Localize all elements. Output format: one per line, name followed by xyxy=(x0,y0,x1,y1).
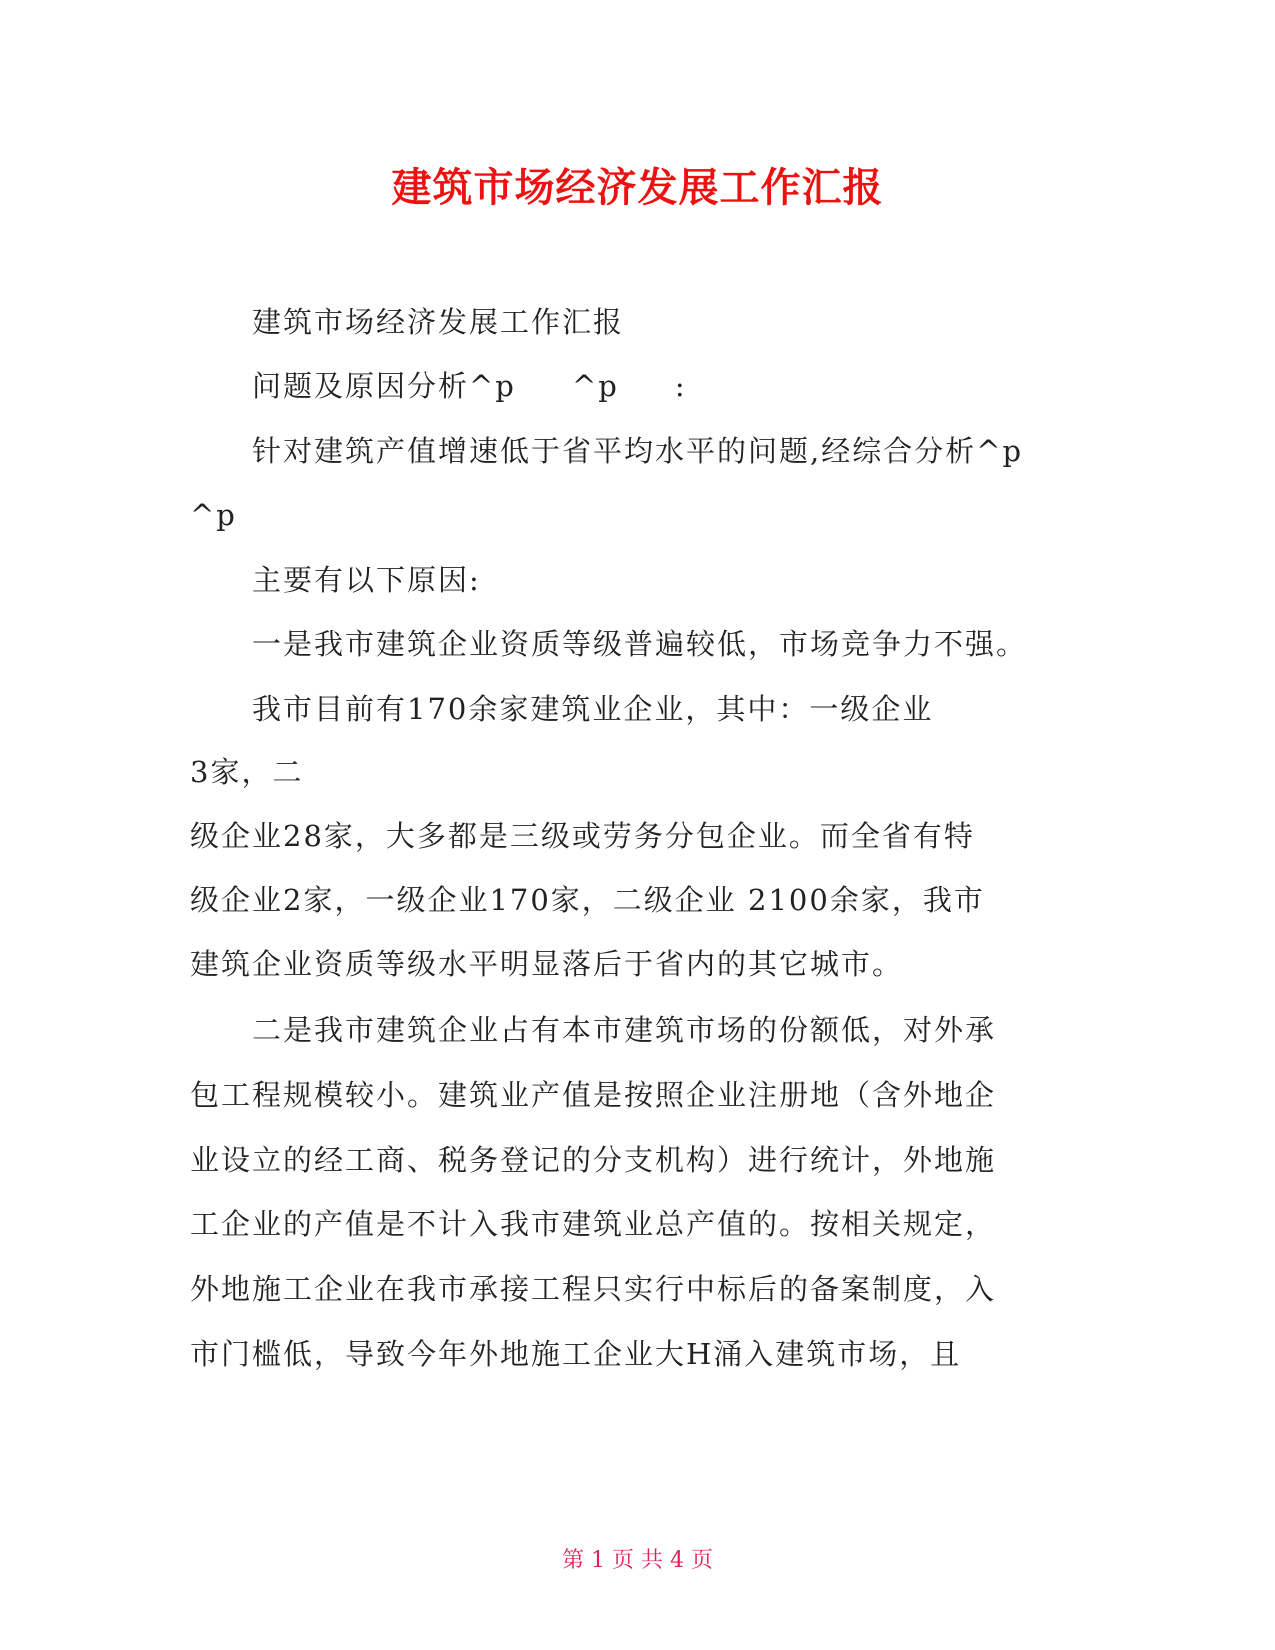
paragraph-line: 包工程规模较小。建筑业产值是按照企业注册地（含外地企 xyxy=(190,1078,997,1112)
page-footer: 第 1 页 共 4 页 xyxy=(562,1548,713,1573)
paragraph-line: 3家，二 xyxy=(190,755,304,789)
paragraph-line: 主要有以下原因: xyxy=(252,563,481,597)
paragraph-line: 建筑市场经济发展工作汇报 xyxy=(252,305,625,339)
paragraph-line: 二是我市建筑企业占有本市建筑市场的份额低，对外承 xyxy=(252,1013,997,1047)
paragraph-line: 我市目前有170余家建筑业企业，其中：一级企业 xyxy=(252,692,934,726)
paragraph-line: 业设立的经工商、税务登记的分支机构）进行统计，外地施 xyxy=(190,1143,997,1177)
paragraph-line: 级企业28家，大多都是三级或劳务分包企业。而全省有特 xyxy=(190,819,975,853)
paragraph-line: 工企业的产值是不计入我市建筑业总产值的。按相关规定， xyxy=(190,1207,997,1241)
paragraph-line: 市门槛低，导致今年外地施工企业大H涌入建筑市场，且 xyxy=(190,1337,962,1371)
paragraph-line: 针对建筑产值增速低于省平均水平的问题,经综合分析^p xyxy=(252,434,1024,468)
document-title: 建筑市场经济发展工作汇报 xyxy=(391,165,884,211)
paragraph-line: 建筑企业资质等级水平明显落后于省内的其它城市。 xyxy=(190,947,904,981)
paragraph-line: ^p xyxy=(190,498,237,532)
paragraph-line: 问题及原因分析^p ^p : xyxy=(252,369,687,403)
paragraph-line: 级企业2家，一级企业170家，二级企业 2100余家，我市 xyxy=(190,883,985,917)
paragraph-line: 一是我市建筑企业资质等级普遍较低，市场竞争力不强。 xyxy=(252,627,1028,661)
paragraph-line: 外地施工企业在我市承接工程只实行中标后的备案制度，入 xyxy=(190,1272,997,1306)
